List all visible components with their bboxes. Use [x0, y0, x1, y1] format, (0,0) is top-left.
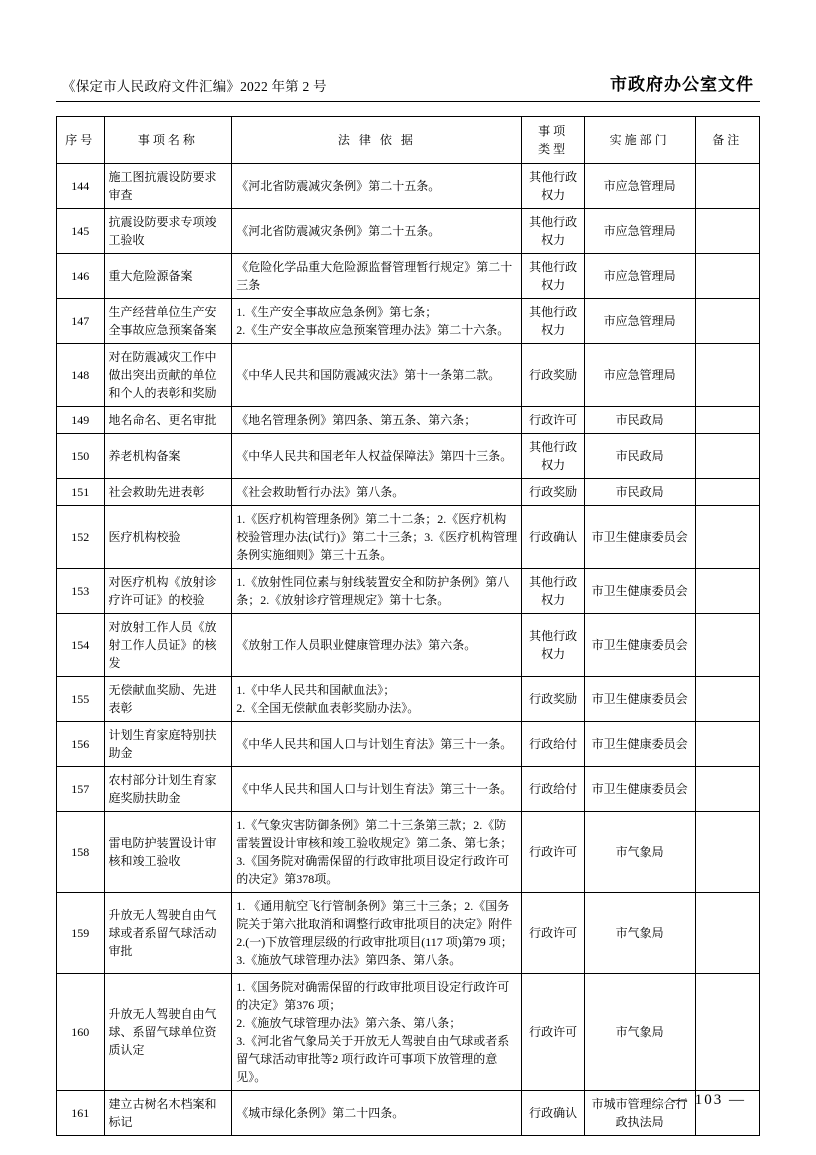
cell-type — [522, 254, 584, 299]
cell-name: 计划生育家庭特别扶助金 — [104, 722, 232, 767]
cell-seq: 154 — [57, 614, 105, 677]
administrative-items-table — [56, 116, 760, 1136]
column-header-type — [522, 117, 584, 164]
cell-type — [522, 722, 584, 767]
cell-type — [522, 479, 584, 506]
cell-type-line1: 行政许可 — [529, 1025, 578, 1039]
cell-type — [522, 344, 584, 407]
cell-remark — [695, 812, 759, 893]
cell-type-line1: 其他行政 — [529, 440, 578, 454]
cell-remark — [695, 479, 759, 506]
cell-legal: 《中华人民共和国人口与计划生育法》第三十一条。 — [232, 722, 522, 767]
cell-remark — [695, 344, 759, 407]
cell-name: 养老机构备案 — [104, 434, 232, 479]
table-row — [57, 299, 760, 344]
cell-name: 抗震设防要求专项竣工验收 — [104, 209, 232, 254]
cell-type — [522, 569, 584, 614]
page-header — [56, 70, 760, 102]
cell-remark — [695, 569, 759, 614]
cell-remark — [695, 299, 759, 344]
cell-seq: 147 — [57, 299, 105, 344]
table-row — [57, 209, 760, 254]
cell-remark — [695, 407, 759, 434]
cell-type-line2: 权力 — [541, 647, 566, 661]
cell-type-line2: 权力 — [541, 458, 566, 472]
cell-name: 对在防震减灾工作中做出突出贡献的单位和个人的表彰和奖励 — [104, 344, 232, 407]
cell-legal: 1. 《通用航空飞行管制条例》第三十三条；2.《国务院关于第六批取消和调整行政审批项目的决定》附件2.(一)下放管理层级的行政审批项目(117 项)第79 项；3.《施放气球管理办法》第四条、第八条。 — [232, 893, 522, 974]
table-row — [57, 569, 760, 614]
cell-remark — [695, 164, 759, 209]
table-head — [57, 117, 760, 164]
cell-seq: 150 — [57, 434, 105, 479]
cell-remark — [695, 722, 759, 767]
cell-dept: 市卫生健康委员会 — [584, 569, 695, 614]
cell-type-line1: 其他行政 — [529, 170, 578, 184]
cell-type — [522, 812, 584, 893]
cell-seq: 144 — [57, 164, 105, 209]
cell-remark — [695, 767, 759, 812]
cell-name: 社会救助先进表彰 — [104, 479, 232, 506]
cell-type-line1: 行政确认 — [529, 530, 578, 544]
cell-dept: 市气象局 — [584, 812, 695, 893]
cell-legal: 《社会救助暂行办法》第八条。 — [232, 479, 522, 506]
cell-legal: 1.《放射性同位素与射线装置安全和防护条例》第八条；2.《放射诊疗管理规定》第十七条。 — [232, 569, 522, 614]
cell-type-line1: 行政许可 — [529, 926, 578, 940]
cell-name: 重大危险源备案 — [104, 254, 232, 299]
cell-remark — [695, 434, 759, 479]
table-header-row — [57, 117, 760, 164]
cell-legal: 《危险化学品重大危险源监督管理暂行规定》第二十三条 — [232, 254, 522, 299]
cell-remark — [695, 614, 759, 677]
cell-seq: 158 — [57, 812, 105, 893]
table-row — [57, 722, 760, 767]
table-row — [57, 893, 760, 974]
cell-name: 地名命名、更名审批 — [104, 407, 232, 434]
cell-seq: 145 — [57, 209, 105, 254]
cell-remark — [695, 506, 759, 569]
cell-type — [522, 767, 584, 812]
table-row — [57, 974, 760, 1091]
table-row — [57, 254, 760, 299]
cell-seq: 151 — [57, 479, 105, 506]
cell-type-line2: 权力 — [541, 188, 566, 202]
cell-dept: 市应急管理局 — [584, 209, 695, 254]
cell-type — [522, 677, 584, 722]
cell-legal: 1.《生产安全事故应急条例》第七条； 2.《生产安全事故应急预案管理办法》第二十六条。 — [232, 299, 522, 344]
cell-name: 升放无人驾驶自由气球、系留气球单位资质认定 — [104, 974, 232, 1091]
column-header-type-line1: 事项 — [538, 124, 569, 138]
table-row — [57, 479, 760, 506]
cell-seq: 161 — [57, 1091, 105, 1136]
cell-name: 升放无人驾驶自由气球或者系留气球活动审批 — [104, 893, 232, 974]
cell-legal: 1.《气象灾害防御条例》第二十三条第三款；2.《防雷装置设计审核和竣工验收规定》第二条、第七条；3.《国务院对确需保留的行政审批项目设定行政许可的决定》第378项。 — [232, 812, 522, 893]
cell-type-line1: 其他行政 — [529, 215, 578, 229]
cell-type-line1: 行政确认 — [529, 1106, 578, 1120]
cell-type-line1: 其他行政 — [529, 305, 578, 319]
cell-dept: 市应急管理局 — [584, 299, 695, 344]
cell-name: 施工图抗震设防要求审查 — [104, 164, 232, 209]
cell-dept: 市应急管理局 — [584, 254, 695, 299]
cell-type-line1: 其他行政 — [529, 260, 578, 274]
cell-name: 雷电防护装置设计审核和竣工验收 — [104, 812, 232, 893]
cell-type-line2: 权力 — [541, 233, 566, 247]
cell-type-line1: 其他行政 — [529, 575, 578, 589]
cell-type-line2: 权力 — [541, 593, 566, 607]
cell-type-line1: 行政奖励 — [529, 368, 578, 382]
header-left-title: 《保定市人民政府文件汇编》2022 年第 2 号 — [62, 79, 327, 94]
cell-dept: 市应急管理局 — [584, 164, 695, 209]
cell-type — [522, 299, 584, 344]
column-header-remark: 备注 — [695, 117, 759, 164]
cell-remark — [695, 893, 759, 974]
cell-type-line1: 行政许可 — [529, 413, 578, 427]
cell-remark — [695, 677, 759, 722]
cell-name: 医疗机构校验 — [104, 506, 232, 569]
cell-seq: 160 — [57, 974, 105, 1091]
cell-legal: 《中华人民共和国防震减灾法》第十一条第二款。 — [232, 344, 522, 407]
cell-name: 农村部分计划生育家庭奖励扶助金 — [104, 767, 232, 812]
cell-seq: 149 — [57, 407, 105, 434]
column-header-legal: 法 律 依 据 — [232, 117, 522, 164]
table-row — [57, 614, 760, 677]
cell-type — [522, 974, 584, 1091]
cell-dept: 市气象局 — [584, 974, 695, 1091]
cell-seq: 157 — [57, 767, 105, 812]
table-row — [57, 407, 760, 434]
table-row — [57, 767, 760, 812]
cell-dept: 市卫生健康委员会 — [584, 614, 695, 677]
cell-dept: 市民政局 — [584, 434, 695, 479]
cell-type-line1: 行政给付 — [529, 737, 578, 751]
header-right-title: 市政府办公室文件 — [610, 75, 754, 94]
column-header-name: 事项名称 — [104, 117, 232, 164]
cell-type — [522, 1091, 584, 1136]
cell-type — [522, 893, 584, 974]
table-row — [57, 506, 760, 569]
cell-legal: 《中华人民共和国老年人权益保障法》第四十三条。 — [232, 434, 522, 479]
table-row — [57, 812, 760, 893]
cell-dept: 市卫生健康委员会 — [584, 506, 695, 569]
page-footer: — 103 — — [672, 1092, 746, 1108]
cell-name: 对医疗机构《放射诊疗许可证》的校验 — [104, 569, 232, 614]
cell-type-line1: 行政奖励 — [529, 692, 578, 706]
cell-type-line1: 行政给付 — [529, 782, 578, 796]
cell-type-line2: 权力 — [541, 323, 566, 337]
cell-remark — [695, 254, 759, 299]
cell-legal: 《地名管理条例》第四条、第五条、第六条； — [232, 407, 522, 434]
cell-legal: 《放射工作人员职业健康管理办法》第六条。 — [232, 614, 522, 677]
cell-type-line1: 行政许可 — [529, 845, 578, 859]
cell-legal: 《河北省防震减灾条例》第二十五条。 — [232, 209, 522, 254]
cell-type — [522, 209, 584, 254]
cell-seq: 152 — [57, 506, 105, 569]
cell-seq: 155 — [57, 677, 105, 722]
cell-dept: 市应急管理局 — [584, 344, 695, 407]
column-header-seq: 序号 — [57, 117, 105, 164]
cell-type — [522, 506, 584, 569]
cell-seq: 159 — [57, 893, 105, 974]
cell-name: 对放射工作人员《放射工作人员证》的核发 — [104, 614, 232, 677]
cell-remark — [695, 974, 759, 1091]
cell-type — [522, 164, 584, 209]
cell-type-line1: 其他行政 — [529, 629, 578, 643]
column-header-dept: 实施部门 — [584, 117, 695, 164]
cell-name: 无偿献血奖励、先进表彰 — [104, 677, 232, 722]
table-row — [57, 1091, 760, 1136]
cell-seq: 156 — [57, 722, 105, 767]
cell-legal: 《城市绿化条例》第二十四条。 — [232, 1091, 522, 1136]
cell-name: 生产经营单位生产安全事故应急预案备案 — [104, 299, 232, 344]
cell-legal: 1.《医疗机构管理条例》第二十二条；2.《医疗机构校验管理办法(试行)》第二十三条；3.《医疗机构管理条例实施细则》第三十五条。 — [232, 506, 522, 569]
table-row — [57, 164, 760, 209]
cell-seq: 146 — [57, 254, 105, 299]
column-header-type-line2: 类型 — [538, 142, 569, 156]
cell-legal: 1.《国务院对确需保留的行政审批项目设定行政许可的决定》第376 项； 2.《施放气球管理办法》第六条、第八条； 3.《河北省气象局关于开放无人驾驶自由气球或者系留气球活动审批等2 项行政许可事项下放管理的意见》。 — [232, 974, 522, 1091]
cell-legal: 1.《中华人民共和国献血法》； 2.《全国无偿献血表彰奖励办法》。 — [232, 677, 522, 722]
cell-type-line2: 权力 — [541, 278, 566, 292]
cell-dept: 市民政局 — [584, 407, 695, 434]
cell-remark — [695, 209, 759, 254]
cell-legal: 《中华人民共和国人口与计划生育法》第三十一条。 — [232, 767, 522, 812]
cell-seq: 153 — [57, 569, 105, 614]
table-row — [57, 677, 760, 722]
table-row — [57, 434, 760, 479]
cell-dept: 市卫生健康委员会 — [584, 767, 695, 812]
cell-seq: 148 — [57, 344, 105, 407]
cell-dept: 市卫生健康委员会 — [584, 677, 695, 722]
cell-type — [522, 614, 584, 677]
table-row — [57, 344, 760, 407]
cell-dept: 市卫生健康委员会 — [584, 722, 695, 767]
cell-name: 建立古树名木档案和标记 — [104, 1091, 232, 1136]
cell-dept: 市气象局 — [584, 893, 695, 974]
table-body — [57, 164, 760, 1136]
cell-dept: 市民政局 — [584, 479, 695, 506]
cell-type — [522, 434, 584, 479]
cell-dept: 市城市管理综合行政执法局 — [584, 1091, 695, 1136]
cell-type-line1: 行政奖励 — [529, 485, 578, 499]
cell-legal: 《河北省防震减灾条例》第二十五条。 — [232, 164, 522, 209]
cell-type — [522, 407, 584, 434]
